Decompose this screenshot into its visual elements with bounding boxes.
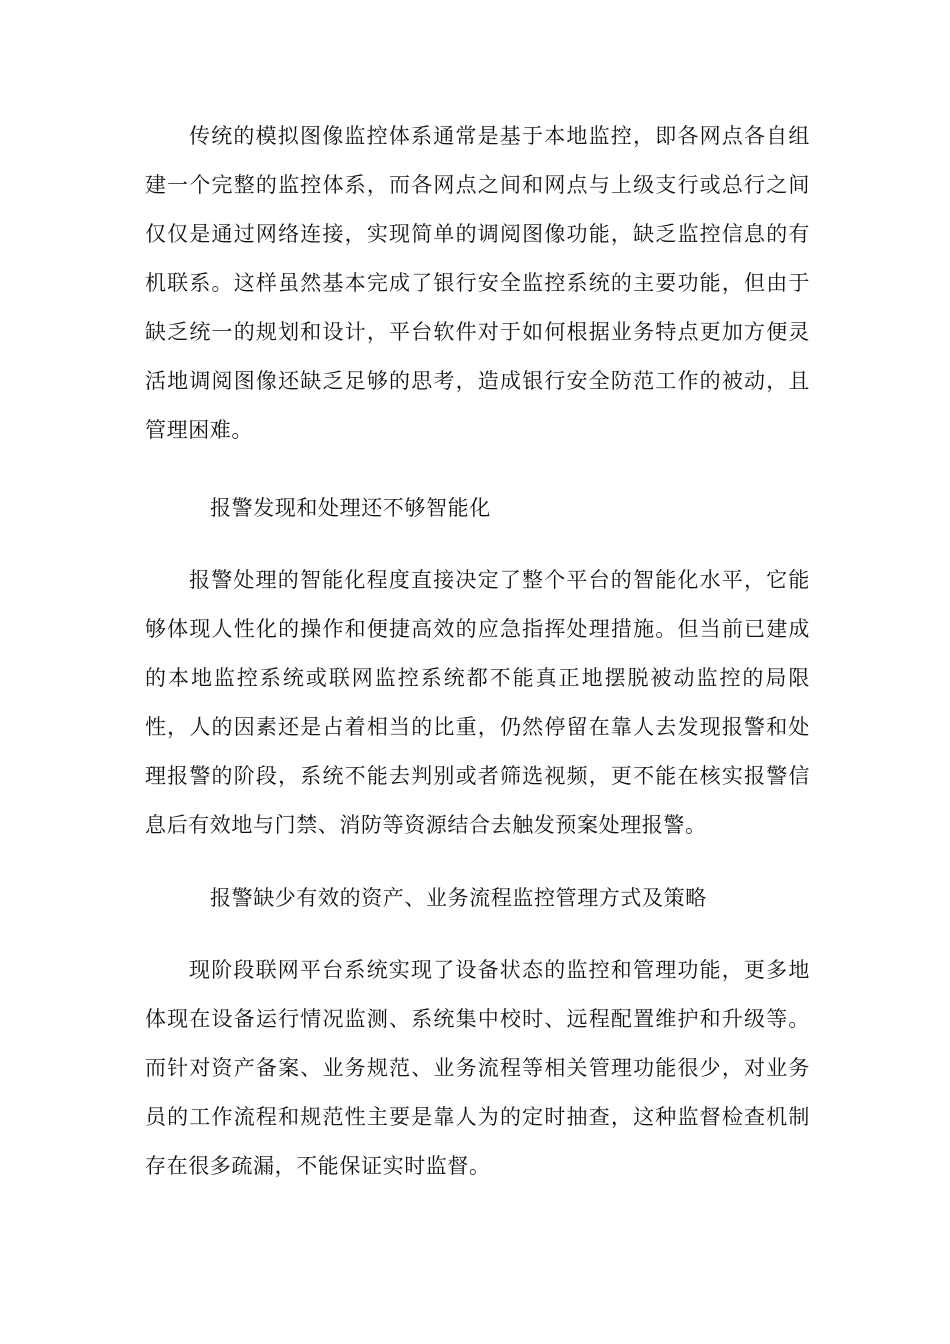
paragraph-network-platform: 现阶段联网平台系统实现了设备状态的监控和管理功能，更多地体现在设备运行情况监测、系统集中校时、远程配置维护和升级等。而针对资产备案、业务规范、业务流程等相关管理功能很少，对业务员的工作流程和规范性主要是靠人为的定时抽查，这种监督检查机制存在很多疏漏，不能保证实时监督。 [145, 958, 810, 1178]
paragraph-alarm-processing: 报警处理的智能化程度直接决定了整个平台的智能化水平，它能够体现人性化的操作和便捷高效的应急指挥处理措施。但当前已建成的本地监控系统或联网监控系统都不能真正地摆脱被动监控的局限性，人的因素还是占着相当的比重，仍然停留在靠人去发现报警和处理报警的阶段，系统不能去判别或者筛选视频，更不能在核实报警信息后有效地与门禁、消防等资源结合去触发预案处理报警。 [145, 568, 810, 837]
section-heading-alarm-intelligence: 报警发现和处理还不够智能化 [210, 496, 491, 520]
paragraph-analog-monitoring: 传统的模拟图像监控体系通常是基于本地监控，即各网点各自组建一个完整的监控体系，而各网点之间和网点与上级支行或总行之间仅仅是通过网络连接，实现简单的调阅图像功能，缺乏监控信息的有机联系。这样虽然基本完成了银行安全监控系统的主要功能，但由于缺乏统一的规划和设计，平台软件对于如何根据业务特点更加方便灵活地调阅图像还缺乏足够的思考，造成银行安全防范工作的被动，且管理困难。 [145, 124, 810, 442]
section-heading-asset-workflow: 报警缺少有效的资产、业务流程监控管理方式及策略 [210, 886, 707, 910]
